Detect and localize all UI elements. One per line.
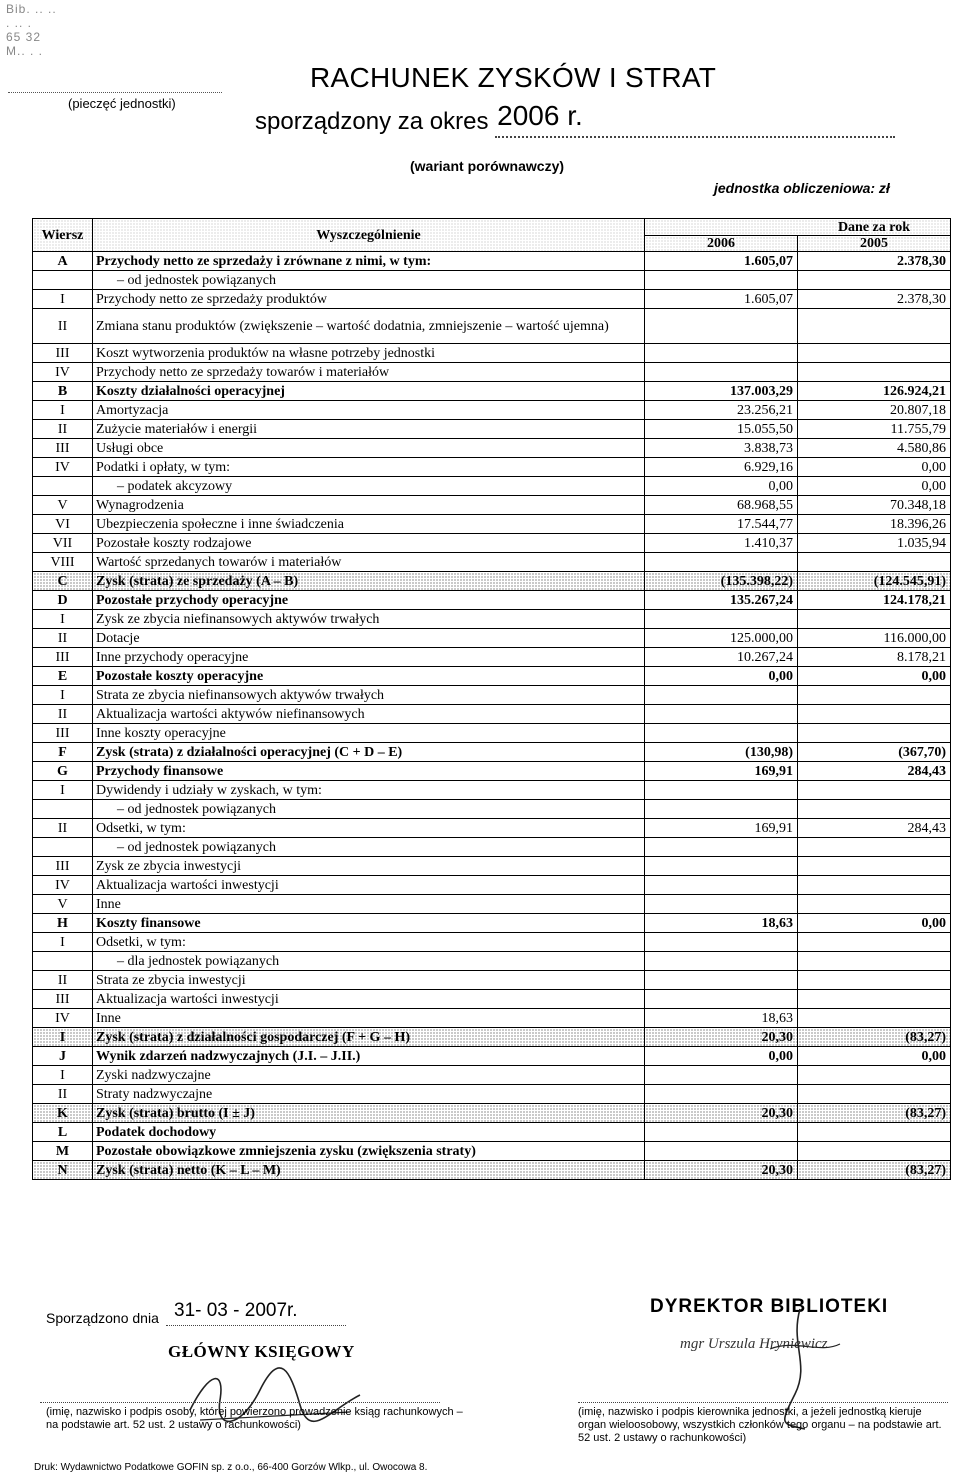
variant-label: (wariant porównawczy) (410, 158, 565, 174)
value-2005: (367,70) (798, 743, 951, 762)
table-row (33, 743, 951, 762)
value-2006: 3.838,73 (645, 439, 798, 458)
value-2006 (645, 686, 798, 705)
value-2006 (645, 933, 798, 952)
header-row-id: Wiersz (33, 219, 93, 252)
value-2005 (798, 933, 951, 952)
value-2006 (645, 309, 798, 344)
table-row (33, 271, 951, 290)
row-id: L (33, 1123, 93, 1142)
table-row (33, 1028, 951, 1047)
value-2006 (645, 1123, 798, 1142)
row-id: V (33, 895, 93, 914)
value-2005: (83,27) (798, 1104, 951, 1123)
value-2005: 18.396,26 (798, 515, 951, 534)
row-id: III (33, 439, 93, 458)
value-2006 (645, 876, 798, 895)
table-row (33, 686, 951, 705)
value-2005 (798, 857, 951, 876)
table-row (33, 705, 951, 724)
table-row (33, 838, 951, 857)
value-2005: 124.178,21 (798, 591, 951, 610)
value-2005: 284,43 (798, 762, 951, 781)
row-id: F (33, 743, 93, 762)
row-id: III (33, 648, 93, 667)
value-2005 (798, 876, 951, 895)
row-label: Wynagrodzenia (93, 496, 645, 515)
table-row (33, 1123, 951, 1142)
period-label: sporządzony za okres (255, 108, 489, 135)
row-id (33, 271, 93, 290)
value-2006 (645, 553, 798, 572)
row-id: H (33, 914, 93, 933)
value-2005 (798, 1142, 951, 1161)
row-label: Inne (93, 895, 645, 914)
value-2006 (645, 857, 798, 876)
right-signature-line (578, 1402, 948, 1403)
value-2006: 0,00 (645, 1047, 798, 1066)
value-2006 (645, 838, 798, 857)
value-2006 (645, 363, 798, 382)
table-row (33, 382, 951, 401)
date-value: 31- 03 - 2007r. (174, 1300, 298, 1321)
value-2006: 0,00 (645, 667, 798, 686)
value-2005 (798, 971, 951, 990)
row-label: Odsetki, w tym: (93, 933, 645, 952)
value-2006 (645, 724, 798, 743)
value-2005: (83,27) (798, 1028, 951, 1047)
value-2006: 23.256,21 (645, 401, 798, 420)
row-id: I (33, 610, 93, 629)
row-label: Podatki i opłaty, w tym: (93, 458, 645, 477)
row-id: I (33, 686, 93, 705)
table-row (33, 420, 951, 439)
value-2006: (130,98) (645, 743, 798, 762)
row-label: Amortyzacja (93, 401, 645, 420)
table-row (33, 1161, 951, 1180)
table-row (33, 458, 951, 477)
row-id: IV (33, 458, 93, 477)
value-2006: (135.398,22) (645, 572, 798, 591)
row-id: II (33, 705, 93, 724)
table-row (33, 876, 951, 895)
row-label: Pozostałe przychody operacyjne (93, 591, 645, 610)
table-row (33, 401, 951, 420)
row-id (33, 838, 93, 857)
value-2006 (645, 971, 798, 990)
row-id (33, 477, 93, 496)
row-id: III (33, 990, 93, 1009)
value-2006: 10.267,24 (645, 648, 798, 667)
row-label: Wynik zdarzeń nadzwyczajnych (J.I. – J.II.) (93, 1047, 645, 1066)
row-label: Dotacje (93, 629, 645, 648)
value-2005 (798, 271, 951, 290)
value-2005: 70.348,18 (798, 496, 951, 515)
row-id: IV (33, 1009, 93, 1028)
printer-info: Druk: Wydawnictwo Podatkowe GOFIN sp. z o.o., 66-400 Gorzów Wlkp., ul. Owocowa 8. (34, 1462, 428, 1473)
value-2005 (798, 1085, 951, 1104)
stamp-line: M.. . . (6, 44, 43, 58)
row-label: – od jednostek powiązanych (93, 838, 645, 857)
row-id: D (33, 591, 93, 610)
table-row (33, 667, 951, 686)
row-id: I (33, 290, 93, 309)
row-label: Zyski nadzwyczajne (93, 1066, 645, 1085)
row-label: Strata ze zbycia niefinansowych aktywów trwałych (93, 686, 645, 705)
table-row (33, 591, 951, 610)
row-label: Wartość sprzedanych towarów i materiałów (93, 553, 645, 572)
value-2006: 6.929,16 (645, 458, 798, 477)
value-2006: 1.605,07 (645, 290, 798, 309)
value-2005: 4.580,86 (798, 439, 951, 458)
value-2005 (798, 724, 951, 743)
value-2005: 11.755,79 (798, 420, 951, 439)
value-2006 (645, 610, 798, 629)
row-label: Podatek dochodowy (93, 1123, 645, 1142)
table-row (33, 290, 951, 309)
header-data-group: Dane za rok (645, 219, 951, 236)
row-id: N (33, 1161, 93, 1180)
row-id: A (33, 252, 93, 271)
row-label: – dla jednostek powiązanych (93, 952, 645, 971)
row-id: VIII (33, 553, 93, 572)
value-2006 (645, 271, 798, 290)
accountant-caption: (imię, nazwisko i podpis osoby, której powierzono prowadzenie ksiąg rachunkowych – na podstawie art. 52 ust. 2 ustawy o rachunkowości) (46, 1406, 463, 1431)
table-row (33, 1066, 951, 1085)
table-row (33, 648, 951, 667)
value-2005 (798, 705, 951, 724)
value-2005 (798, 781, 951, 800)
table-row (33, 762, 951, 781)
value-2006: 137.003,29 (645, 382, 798, 401)
stamp-label: (pieczęć jednostki) (68, 96, 176, 111)
row-id (33, 952, 93, 971)
table-row (33, 933, 951, 952)
row-id: II (33, 629, 93, 648)
row-label: Zysk ze zbycia inwestycji (93, 857, 645, 876)
director-caption: (imię, nazwisko i podpis kierownika jednostki, a jeżeli jednostką kieruje organ wieloosobowy, wszystkich członków tego organu – na podstawie art. 52 ust. 2 ustawy o rachunkowości) (578, 1406, 942, 1444)
table-row (33, 1104, 951, 1123)
date-dotted-line (166, 1325, 346, 1326)
row-id: VI (33, 515, 93, 534)
row-id: J (33, 1047, 93, 1066)
director-name: mgr Urszula Hryniewicz (680, 1336, 828, 1352)
value-2006 (645, 705, 798, 724)
table-row (33, 572, 951, 591)
row-id: M (33, 1142, 93, 1161)
row-label: – od jednostek powiązanych (93, 271, 645, 290)
table-row (33, 477, 951, 496)
value-2006 (645, 1066, 798, 1085)
table-body (33, 252, 951, 1180)
table-row (33, 496, 951, 515)
row-id: I (33, 1066, 93, 1085)
table-row (33, 363, 951, 382)
value-2006 (645, 781, 798, 800)
row-label: Przychody finansowe (93, 762, 645, 781)
row-label: Zmiana stanu produktów (zwiększenie – wartość dodatnia, zmniejszenie – wartość ujemna) (93, 309, 645, 344)
row-label: Inne (93, 1009, 645, 1028)
row-label: Inne przychody operacyjne (93, 648, 645, 667)
row-id: I (33, 1028, 93, 1047)
row-id: II (33, 819, 93, 838)
table-row (33, 971, 951, 990)
value-2005 (798, 610, 951, 629)
table-row (33, 781, 951, 800)
stamp-line: 65 32 (6, 30, 42, 44)
value-2005: (83,27) (798, 1161, 951, 1180)
row-label: Aktualizacja wartości inwestycji (93, 990, 645, 1009)
row-label: Zysk (strata) z działalności gospodarczej (F + G – H) (93, 1028, 645, 1047)
document-title: RACHUNEK ZYSKÓW I STRAT (310, 62, 717, 93)
row-id: III (33, 857, 93, 876)
value-2005 (798, 309, 951, 344)
value-2006 (645, 990, 798, 1009)
row-id: G (33, 762, 93, 781)
value-2005 (798, 363, 951, 382)
value-2005 (798, 686, 951, 705)
row-label: Strata ze zbycia inwestycji (93, 971, 645, 990)
row-id: B (33, 382, 93, 401)
row-label: – podatek akcyzowy (93, 477, 645, 496)
row-id: III (33, 724, 93, 743)
row-id: C (33, 572, 93, 591)
row-label: Koszt wytworzenia produktów na własne potrzeby jednostki (93, 344, 645, 363)
table-row (33, 914, 951, 933)
value-2005 (798, 800, 951, 819)
row-id: IV (33, 876, 93, 895)
row-label: Zysk ze zbycia niefinansowych aktywów trwałych (93, 610, 645, 629)
value-2005: 20.807,18 (798, 401, 951, 420)
value-2005 (798, 1066, 951, 1085)
value-2006: 169,91 (645, 819, 798, 838)
unit-label: jednostka obliczeniowa: zł (714, 180, 890, 196)
director-stamp: DYREKTOR BIBLIOTEKI (650, 1296, 889, 1317)
row-label: Odsetki, w tym: (93, 819, 645, 838)
value-2006 (645, 800, 798, 819)
table-row (33, 309, 951, 344)
row-label: – od jednostek powiązanych (93, 800, 645, 819)
value-2005 (798, 1009, 951, 1028)
value-2006 (645, 1085, 798, 1104)
row-label: Aktualizacja wartości aktywów niefinansowych (93, 705, 645, 724)
row-label: Zysk (strata) netto (K – L – M) (93, 1161, 645, 1180)
row-id: K (33, 1104, 93, 1123)
period-value: 2006 r. (497, 100, 583, 131)
value-2005: 116.000,00 (798, 629, 951, 648)
value-2006: 169,91 (645, 762, 798, 781)
row-label: Aktualizacja wartości inwestycji (93, 876, 645, 895)
table-row (33, 952, 951, 971)
header-year-2005: 2005 (798, 236, 951, 252)
value-2005: 0,00 (798, 1047, 951, 1066)
left-signature-line (40, 1402, 440, 1403)
table-row (33, 1047, 951, 1066)
table-row (33, 515, 951, 534)
table-row (33, 1142, 951, 1161)
date-label: Sporządzono dnia (46, 1310, 159, 1326)
value-2005: 8.178,21 (798, 648, 951, 667)
row-label: Pozostałe koszty rodzajowe (93, 534, 645, 553)
header-year-2006: 2006 (645, 236, 798, 252)
row-id: II (33, 420, 93, 439)
value-2005: (124.545,91) (798, 572, 951, 591)
row-label: Inne koszty operacyjne (93, 724, 645, 743)
row-label: Zysk (strata) z działalności operacyjnej (C + D – E) (93, 743, 645, 762)
income-statement-table (32, 218, 951, 1180)
row-label: Zysk (strata) ze sprzedaży (A – B) (93, 572, 645, 591)
value-2005: 2.378,30 (798, 252, 951, 271)
row-id: I (33, 401, 93, 420)
value-2005: 284,43 (798, 819, 951, 838)
value-2006: 18,63 (645, 914, 798, 933)
value-2006: 20,30 (645, 1028, 798, 1047)
value-2006: 20,30 (645, 1161, 798, 1180)
value-2006 (645, 895, 798, 914)
value-2006: 1.605,07 (645, 252, 798, 271)
value-2006: 15.055,50 (645, 420, 798, 439)
row-label: Dywidendy i udziały w zyskach, w tym: (93, 781, 645, 800)
row-label: Przychody netto ze sprzedaży produktów (93, 290, 645, 309)
table-row (33, 629, 951, 648)
table-row (33, 724, 951, 743)
value-2006: 17.544,77 (645, 515, 798, 534)
period-field (495, 100, 895, 138)
stamp-line: . .. . (6, 16, 33, 30)
chief-accountant-stamp: GŁÓWNY KSIĘGOWY (168, 1342, 355, 1361)
value-2006: 18,63 (645, 1009, 798, 1028)
row-label: Koszty finansowe (93, 914, 645, 933)
value-2006: 135.267,24 (645, 591, 798, 610)
value-2005: 126.924,21 (798, 382, 951, 401)
table-row (33, 800, 951, 819)
value-2005: 0,00 (798, 458, 951, 477)
value-2005 (798, 553, 951, 572)
table-row (33, 895, 951, 914)
table-row (33, 439, 951, 458)
value-2006: 20,30 (645, 1104, 798, 1123)
row-label: Pozostałe obowiązkowe zmniejszenia zysku (zwiększenia straty) (93, 1142, 645, 1161)
row-label: Zużycie materiałów i energii (93, 420, 645, 439)
value-2005 (798, 895, 951, 914)
row-id: VII (33, 534, 93, 553)
row-id: I (33, 933, 93, 952)
value-2005 (798, 1123, 951, 1142)
value-2005: 0,00 (798, 477, 951, 496)
value-2005 (798, 344, 951, 363)
table-row (33, 344, 951, 363)
value-2006: 125.000,00 (645, 629, 798, 648)
stamp-dotted-line (8, 92, 222, 93)
row-id: I (33, 781, 93, 800)
row-label: Zysk (strata) brutto (I ± J) (93, 1104, 645, 1123)
row-label: Przychody netto ze sprzedaży i zrównane z nimi, w tym: (93, 252, 645, 271)
table-row (33, 553, 951, 572)
value-2006 (645, 952, 798, 971)
row-label: Usługi obce (93, 439, 645, 458)
table-row (33, 819, 951, 838)
table-row (33, 252, 951, 271)
table-row (33, 990, 951, 1009)
company-stamp (6, 2, 236, 58)
row-id: II (33, 1085, 93, 1104)
value-2006: 68.968,55 (645, 496, 798, 515)
table-row (33, 610, 951, 629)
row-id: E (33, 667, 93, 686)
row-id: II (33, 971, 93, 990)
value-2006: 0,00 (645, 477, 798, 496)
value-2006: 1.410,37 (645, 534, 798, 553)
row-label: Ubezpieczenia społeczne i inne świadczenia (93, 515, 645, 534)
table-row (33, 534, 951, 553)
row-label: Straty nadzwyczajne (93, 1085, 645, 1104)
value-2006 (645, 344, 798, 363)
value-2005 (798, 952, 951, 971)
row-id: III (33, 344, 93, 363)
row-id: IV (33, 363, 93, 382)
row-label: Pozostałe koszty operacyjne (93, 667, 645, 686)
table-row (33, 1009, 951, 1028)
value-2005 (798, 838, 951, 857)
row-id (33, 800, 93, 819)
stamp-line: Bib. .. .. (6, 2, 57, 16)
row-id: V (33, 496, 93, 515)
period-line (255, 100, 895, 138)
value-2005: 1.035,94 (798, 534, 951, 553)
value-2005: 2.378,30 (798, 290, 951, 309)
table-row (33, 1085, 951, 1104)
value-2006 (645, 1142, 798, 1161)
row-label: Przychody netto ze sprzedaży towarów i materiałów (93, 363, 645, 382)
table-row (33, 857, 951, 876)
value-2005: 0,00 (798, 914, 951, 933)
value-2005: 0,00 (798, 667, 951, 686)
row-id: II (33, 309, 93, 344)
header-description: Wyszczególnienie (93, 219, 645, 252)
row-label: Koszty działalności operacyjnej (93, 382, 645, 401)
value-2005 (798, 990, 951, 1009)
